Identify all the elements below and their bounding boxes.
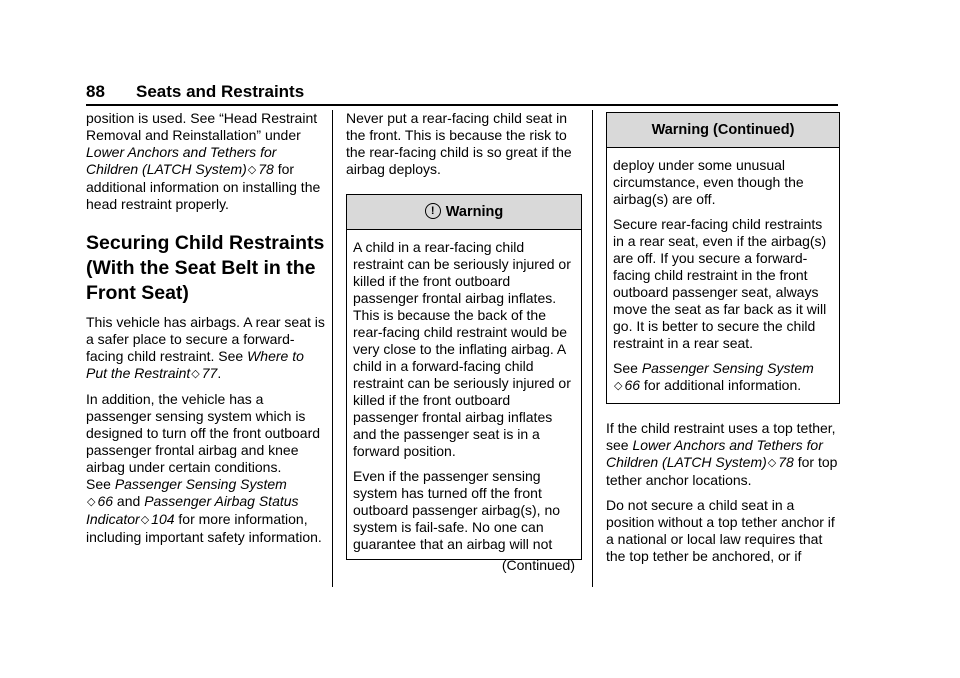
cross-reference-link[interactable]: Lower Anchors and Tethers for Children (LATCH System) [606,437,823,470]
page-ref-icon: ◇ [767,457,777,469]
text: In addition, the vehicle has a passenger sensing system which is designed to turn off the front outboard passenger frontal airbag and knee airbag under certain conditions. [86,391,321,475]
page-ref-icon: ◇ [87,496,96,508]
cross-reference-link[interactable]: Where to Put the Restraint [86,348,304,381]
section-heading: Securing Child Restraints (With the Seat Belt in the Front Seat) [86,232,325,304]
paragraph [606,420,840,489]
page-ref-number[interactable]: 77 [201,365,218,381]
column-divider [332,110,333,587]
paragraph [86,391,326,546]
column-divider [592,110,593,587]
text: If the child restraint uses a top tether, see [606,420,836,453]
page-ref-number[interactable]: 66 [624,377,641,393]
paragraph [86,314,326,383]
paragraph [86,110,326,213]
text: See [613,360,642,376]
warning-body [347,230,581,580]
warning-box [346,194,582,573]
warning-box-continued [606,112,840,404]
warning-header: Warning (Continued) [607,113,839,148]
paragraph: Never put a rear-facing child seat in the front. This is because the risk to the rear-facing child is so great if the airbag deploys. [346,110,572,177]
warning-paragraph: A child in a rear-facing child restraint can be seriously injured or killed if the front outboard passenger frontal airbag inflates. This is because the back of the rear-facing child restraint would be very close to the inflating airbag. A child in a forward-facing child restraint can be seriously injured or killed if the front outboard passenger frontal airbag inflates and the passenger seat is in a forward position. [353,239,571,459]
cross-reference-link[interactable]: Passenger Airbag Status Indicator [86,493,299,527]
text: This vehicle has airbags. A rear seat is a safer place to secure a forward-facing child restraint. See [86,314,325,364]
text: position is used. See “Head Restraint Removal and Reinstallation” under [86,110,318,143]
page-ref-number[interactable]: 78 [258,161,274,177]
text: for additional information. [640,377,802,393]
page-ref-icon: ◇ [140,514,150,526]
page-ref-icon: ◇ [191,368,200,380]
text: . [217,365,222,381]
page-ref-number[interactable]: 104 [151,511,175,527]
text: for top tether anchor locations. [606,454,838,488]
column-1 [86,110,326,554]
page-ref-number[interactable]: 78 [778,454,794,470]
text: for additional information on installing the head restraint properly. [86,161,321,212]
cross-reference-link[interactable]: Passenger Sensing System [114,476,287,492]
warning-title: Warning [445,204,504,220]
cross-reference-link[interactable]: Passenger Sensing System [641,360,814,376]
text: for more information, including important safety information. [86,511,322,545]
continued-label: (Continued) [501,557,575,573]
warning-header [347,195,581,230]
page-ref-icon: ◇ [614,380,623,392]
page-ref-number[interactable]: 66 [97,493,114,509]
page-number: 88 [86,82,105,101]
section-title: Seats and Restraints [136,82,305,101]
text: See [86,476,115,492]
column-3 [606,112,840,573]
warning-body [607,148,839,403]
warning-icon: ! [425,203,441,219]
page-ref-icon: ◇ [247,164,257,176]
header-rule [86,104,838,106]
cross-reference-link[interactable]: Lower Anchors and Tethers for Children (LATCH System) [86,144,277,177]
warning-paragraph [613,360,833,395]
column-2 [346,110,582,573]
paragraph: Do not secure a child seat in a position without a top tether anchor if a national or local law requires that the top tether be anchored, or if [606,497,835,564]
warning-paragraph: deploy under some unusual circumstance, even though the airbag(s) are off. [613,157,804,207]
warning-paragraph: Secure rear-facing child restraints in a rear seat, even if the airbag(s) are off. If you secure a forward-facing child restraint in the front outboard passenger seat, always move the seat as far back as it will go. It is better to secure the child restraint in a rear seat. [613,216,827,351]
warning-paragraph: Even if the passenger sensing system has turned off the front outboard passenger airbag(s), no system is fail-safe. No one can guarantee that an airbag will not [353,468,561,552]
text: and [113,493,145,509]
